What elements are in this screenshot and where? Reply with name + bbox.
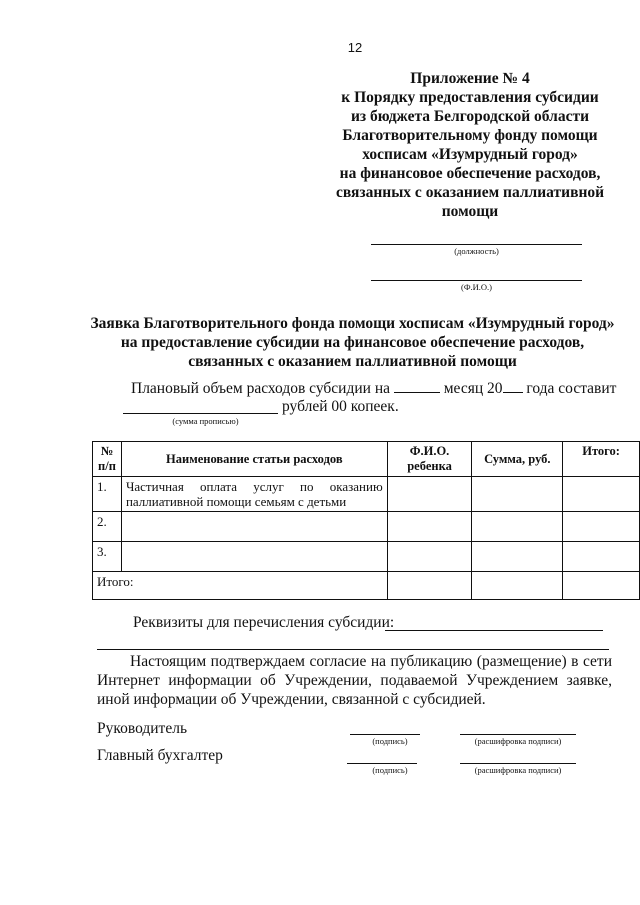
- planned-text-a: Плановый объем расходов субсидии на: [131, 380, 390, 397]
- sign-line[interactable]: [350, 734, 420, 735]
- requisites-label: Реквизиты для перечисления субсидии:: [133, 614, 395, 631]
- year-blank[interactable]: [503, 379, 523, 393]
- amount-blank[interactable]: [123, 413, 278, 414]
- appendix-line: помощи: [441, 203, 499, 220]
- table-row: [93, 477, 640, 512]
- sign-line[interactable]: [347, 763, 417, 764]
- appendix-line: связанных с оказанием паллиативной: [335, 184, 605, 201]
- row-child[interactable]: [387, 477, 472, 512]
- row-total[interactable]: [563, 477, 640, 512]
- amount-caption: (сумма прописью): [172, 416, 239, 426]
- requisites-line-2[interactable]: [97, 649, 609, 650]
- header-name: Наименование статьи расходов: [121, 442, 387, 477]
- appendix-line: хосписам «Изумрудный город»: [362, 146, 578, 163]
- row-num: 3.: [93, 542, 122, 572]
- header-sum: Сумма, руб.: [472, 442, 563, 477]
- sign-caption: (подпись): [372, 736, 408, 746]
- header-total: Итого:: [563, 442, 640, 477]
- requisites-line-1[interactable]: [385, 630, 603, 631]
- position-caption: (должность): [454, 246, 499, 256]
- appendix-header: [320, 69, 620, 221]
- signature-role: Руководитель: [97, 720, 188, 737]
- planned-line-2: рублей 00 копеек.: [282, 398, 399, 415]
- header-child: Ф.И.О. ребенка: [387, 442, 472, 477]
- total-row: [93, 572, 640, 600]
- request-title-line: связанных с оказанием паллиативной помощи: [188, 353, 517, 370]
- row-sum[interactable]: [472, 542, 563, 572]
- page-number: 12: [347, 40, 363, 55]
- consent-text: Настоящим подтверждаем согласие на публикацию (размещение) в сети Интернет информации об Учреждении, подаваемой Учреждением заявке, иной информации об Учреждении, связанной с субсидией.: [97, 653, 612, 708]
- position-line: [371, 244, 582, 245]
- total-label: Итого:: [93, 572, 388, 600]
- decode-line[interactable]: [460, 763, 576, 764]
- row-child[interactable]: [387, 542, 472, 572]
- table-row: [93, 542, 640, 572]
- row-sum[interactable]: [472, 512, 563, 542]
- row-num: 1.: [93, 477, 122, 512]
- row-num: 2.: [93, 512, 122, 542]
- row-name: [121, 477, 387, 512]
- planned-line-1: [131, 379, 616, 398]
- request-title: [80, 314, 625, 371]
- appendix-line: из бюджета Белгородской области: [350, 108, 590, 125]
- decode-caption: (расшифровка подписи): [474, 736, 562, 746]
- appendix-line: Благотворительному фонду помощи: [342, 127, 598, 144]
- planned-text-c: года составит: [526, 380, 617, 397]
- name-caption: (Ф.И.О.): [460, 282, 493, 292]
- expenses-table: [92, 441, 640, 600]
- row-sum[interactable]: [472, 477, 563, 512]
- total-total[interactable]: [563, 572, 640, 600]
- decode-line[interactable]: [460, 734, 576, 735]
- row-name-line: паллиативной помощи семьям с детьми: [125, 494, 347, 509]
- appendix-title: Приложение № 4: [410, 70, 530, 87]
- request-title-line: на предоставление субсидии на финансовое обеспечение расходов,: [120, 334, 585, 351]
- appendix-line: к Порядку предоставления субсидии: [341, 89, 599, 106]
- row-name[interactable]: [121, 512, 387, 542]
- header-num: № п/п: [93, 442, 122, 477]
- planned-text-b: месяц 20: [443, 380, 503, 397]
- appendix-line: на финансовое обеспечение расходов,: [339, 165, 601, 182]
- request-title-line: Заявка Благотворительного фонда помощи хосписам «Изумрудный город»: [90, 315, 615, 332]
- row-child[interactable]: [387, 512, 472, 542]
- table-row: [93, 512, 640, 542]
- row-name-line: Частичная оплата услуг по оказанию: [125, 479, 383, 494]
- total-child[interactable]: [387, 572, 472, 600]
- row-name[interactable]: [121, 542, 387, 572]
- total-sum[interactable]: [472, 572, 563, 600]
- signature-role: Главный бухгалтер: [97, 747, 223, 764]
- row-total[interactable]: [563, 512, 640, 542]
- row-total[interactable]: [563, 542, 640, 572]
- name-line: [371, 280, 582, 281]
- sign-caption: (подпись): [372, 765, 408, 775]
- decode-caption: (расшифровка подписи): [474, 765, 562, 775]
- month-blank[interactable]: [394, 379, 440, 393]
